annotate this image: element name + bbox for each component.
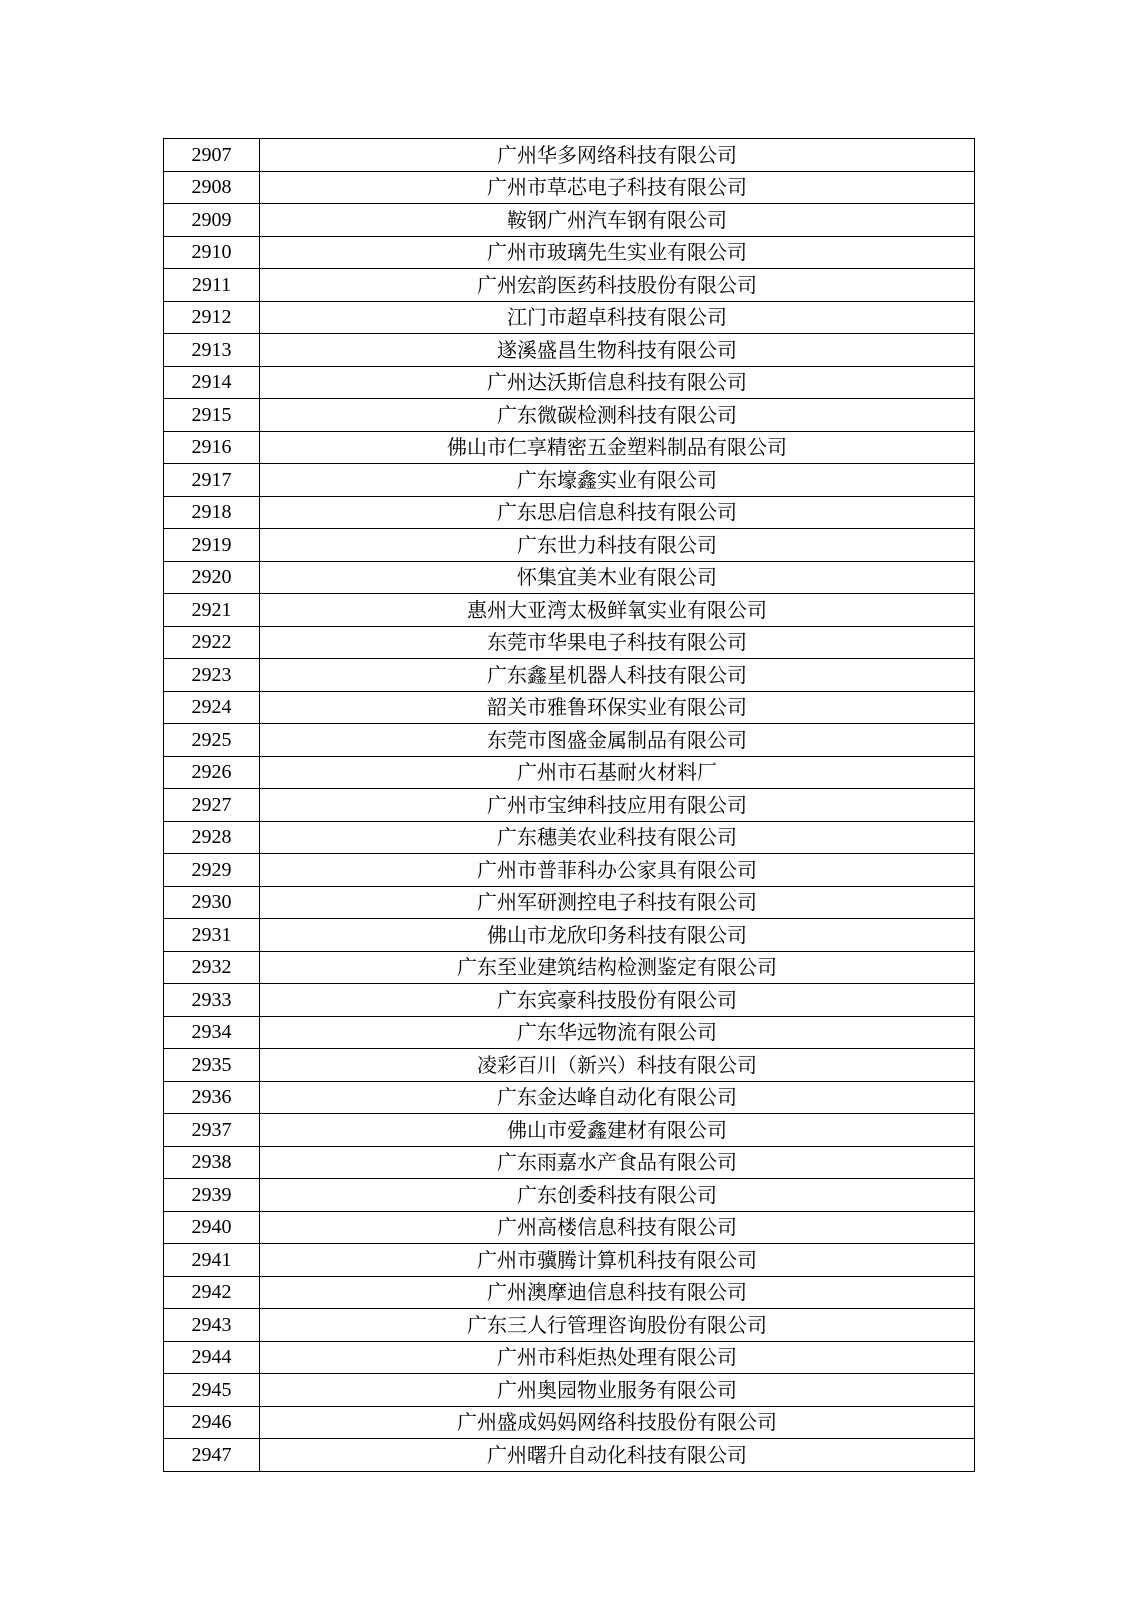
row-number-cell: 2924 xyxy=(164,691,260,724)
company-name-cell: 广东华远物流有限公司 xyxy=(260,1016,975,1049)
row-number-cell: 2919 xyxy=(164,529,260,562)
company-name-cell: 广州市普菲科办公家具有限公司 xyxy=(260,854,975,887)
row-number-cell: 2920 xyxy=(164,561,260,594)
row-number-cell: 2944 xyxy=(164,1341,260,1374)
table-row xyxy=(164,1179,975,1212)
company-name-cell: 广州盛成妈妈网络科技股份有限公司 xyxy=(260,1406,975,1439)
row-number-cell: 2939 xyxy=(164,1179,260,1212)
company-name-cell: 佛山市仁享精密五金塑料制品有限公司 xyxy=(260,431,975,464)
company-name-cell: 广州宏韵医药科技股份有限公司 xyxy=(260,269,975,302)
company-list-table xyxy=(163,138,975,1472)
table-row xyxy=(164,366,975,399)
company-list-body xyxy=(164,139,975,1472)
company-name-cell: 广州市宝绅科技应用有限公司 xyxy=(260,789,975,822)
row-number-cell: 2918 xyxy=(164,496,260,529)
table-row xyxy=(164,496,975,529)
table-row xyxy=(164,1309,975,1342)
company-name-cell: 广州曙升自动化科技有限公司 xyxy=(260,1439,975,1472)
table-row xyxy=(164,334,975,367)
company-name-cell: 广州市玻璃先生实业有限公司 xyxy=(260,236,975,269)
table-row xyxy=(164,139,975,172)
row-number-cell: 2935 xyxy=(164,1049,260,1082)
row-number-cell: 2910 xyxy=(164,236,260,269)
row-number-cell: 2931 xyxy=(164,919,260,952)
table-row xyxy=(164,919,975,952)
company-name-cell: 广东穗美农业科技有限公司 xyxy=(260,821,975,854)
company-name-cell: 广州达沃斯信息科技有限公司 xyxy=(260,366,975,399)
company-name-cell: 广州市草芯电子科技有限公司 xyxy=(260,171,975,204)
row-number-cell: 2947 xyxy=(164,1439,260,1472)
row-number-cell: 2930 xyxy=(164,886,260,919)
row-number-cell: 2926 xyxy=(164,756,260,789)
company-name-cell: 东莞市华果电子科技有限公司 xyxy=(260,626,975,659)
table-row xyxy=(164,1081,975,1114)
company-name-cell: 广州高楼信息科技有限公司 xyxy=(260,1211,975,1244)
table-row xyxy=(164,854,975,887)
table-row xyxy=(164,1016,975,1049)
row-number-cell: 2929 xyxy=(164,854,260,887)
table-row xyxy=(164,269,975,302)
table-row xyxy=(164,1341,975,1374)
table-row xyxy=(164,529,975,562)
row-number-cell: 2942 xyxy=(164,1276,260,1309)
row-number-cell: 2921 xyxy=(164,594,260,627)
row-number-cell: 2933 xyxy=(164,984,260,1017)
table-row xyxy=(164,594,975,627)
table-row xyxy=(164,951,975,984)
company-name-cell: 东莞市图盛金属制品有限公司 xyxy=(260,724,975,757)
row-number-cell: 2938 xyxy=(164,1146,260,1179)
table-row xyxy=(164,236,975,269)
table-row xyxy=(164,1406,975,1439)
company-name-cell: 广东至业建筑结构检测鉴定有限公司 xyxy=(260,951,975,984)
table-row xyxy=(164,204,975,237)
table-row xyxy=(164,171,975,204)
row-number-cell: 2937 xyxy=(164,1114,260,1147)
row-number-cell: 2912 xyxy=(164,301,260,334)
table-row xyxy=(164,399,975,432)
table-row xyxy=(164,756,975,789)
company-name-cell: 广东雨嘉水产食品有限公司 xyxy=(260,1146,975,1179)
row-number-cell: 2943 xyxy=(164,1309,260,1342)
table-row xyxy=(164,464,975,497)
row-number-cell: 2946 xyxy=(164,1406,260,1439)
table-row xyxy=(164,626,975,659)
row-number-cell: 2908 xyxy=(164,171,260,204)
table-row xyxy=(164,1439,975,1472)
company-name-cell: 广州华多网络科技有限公司 xyxy=(260,139,975,172)
row-number-cell: 2922 xyxy=(164,626,260,659)
company-name-cell: 广东微碳检测科技有限公司 xyxy=(260,399,975,432)
table-row xyxy=(164,724,975,757)
company-name-cell: 惠州大亚湾太极鲜氧实业有限公司 xyxy=(260,594,975,627)
table-row xyxy=(164,1146,975,1179)
table-row xyxy=(164,301,975,334)
company-name-cell: 广东思启信息科技有限公司 xyxy=(260,496,975,529)
row-number-cell: 2913 xyxy=(164,334,260,367)
row-number-cell: 2934 xyxy=(164,1016,260,1049)
row-number-cell: 2907 xyxy=(164,139,260,172)
company-name-cell: 怀集宜美木业有限公司 xyxy=(260,561,975,594)
row-number-cell: 2941 xyxy=(164,1244,260,1277)
company-name-cell: 广州军研测控电子科技有限公司 xyxy=(260,886,975,919)
table-row xyxy=(164,561,975,594)
table-row xyxy=(164,691,975,724)
company-name-cell: 广州市石基耐火材料厂 xyxy=(260,756,975,789)
row-number-cell: 2925 xyxy=(164,724,260,757)
company-name-cell: 广东创委科技有限公司 xyxy=(260,1179,975,1212)
company-name-cell: 佛山市爱鑫建材有限公司 xyxy=(260,1114,975,1147)
company-name-cell: 遂溪盛昌生物科技有限公司 xyxy=(260,334,975,367)
row-number-cell: 2928 xyxy=(164,821,260,854)
row-number-cell: 2917 xyxy=(164,464,260,497)
table-row xyxy=(164,1374,975,1407)
row-number-cell: 2927 xyxy=(164,789,260,822)
company-name-cell: 广东鑫星机器人科技有限公司 xyxy=(260,659,975,692)
company-name-cell: 广东世力科技有限公司 xyxy=(260,529,975,562)
table-row xyxy=(164,659,975,692)
row-number-cell: 2940 xyxy=(164,1211,260,1244)
table-row xyxy=(164,1276,975,1309)
company-name-cell: 广州澳摩迪信息科技有限公司 xyxy=(260,1276,975,1309)
table-row xyxy=(164,821,975,854)
row-number-cell: 2909 xyxy=(164,204,260,237)
company-name-cell: 广州奥园物业服务有限公司 xyxy=(260,1374,975,1407)
table-row xyxy=(164,1211,975,1244)
row-number-cell: 2945 xyxy=(164,1374,260,1407)
row-number-cell: 2915 xyxy=(164,399,260,432)
company-name-cell: 佛山市龙欣印务科技有限公司 xyxy=(260,919,975,952)
table-row xyxy=(164,431,975,464)
company-name-cell: 鞍钢广州汽车钢有限公司 xyxy=(260,204,975,237)
company-name-cell: 韶关市雅鲁环保实业有限公司 xyxy=(260,691,975,724)
table-row xyxy=(164,1114,975,1147)
table-row xyxy=(164,984,975,1017)
company-name-cell: 广州市科炬热处理有限公司 xyxy=(260,1341,975,1374)
company-name-cell: 广东壕鑫实业有限公司 xyxy=(260,464,975,497)
row-number-cell: 2914 xyxy=(164,366,260,399)
table-row xyxy=(164,1049,975,1082)
company-name-cell: 广东三人行管理咨询股份有限公司 xyxy=(260,1309,975,1342)
row-number-cell: 2911 xyxy=(164,269,260,302)
table-row xyxy=(164,1244,975,1277)
row-number-cell: 2932 xyxy=(164,951,260,984)
row-number-cell: 2936 xyxy=(164,1081,260,1114)
company-name-cell: 江门市超卓科技有限公司 xyxy=(260,301,975,334)
table-row xyxy=(164,789,975,822)
row-number-cell: 2916 xyxy=(164,431,260,464)
company-name-cell: 广东宾豪科技股份有限公司 xyxy=(260,984,975,1017)
table-row xyxy=(164,886,975,919)
row-number-cell: 2923 xyxy=(164,659,260,692)
company-name-cell: 凌彩百川（新兴）科技有限公司 xyxy=(260,1049,975,1082)
company-name-cell: 广东金达峰自动化有限公司 xyxy=(260,1081,975,1114)
company-name-cell: 广州市骥腾计算机科技有限公司 xyxy=(260,1244,975,1277)
